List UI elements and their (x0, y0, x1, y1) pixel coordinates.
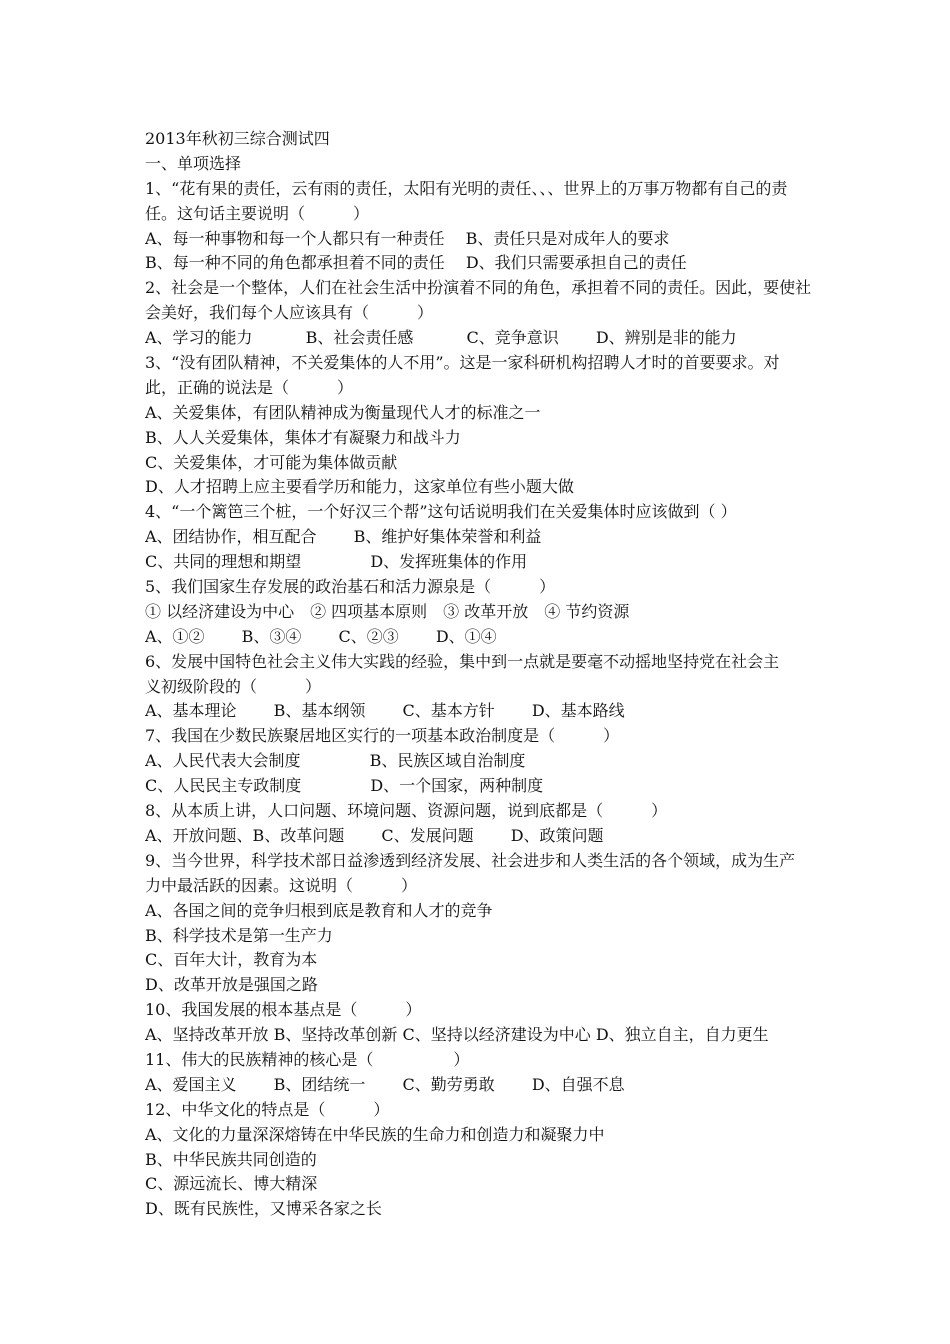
question-3-line-2: 此，正确的说法是（ ） (145, 377, 354, 397)
question-12-option-b: B、中华民族共同创造的 (145, 1149, 317, 1169)
question-4-line-1: 4、“一个篱笆三个桩，一个好汉三个帮”这句话说明我们在关爱集体时应该做到（ ） (145, 502, 737, 522)
question-12-option-c: C、源远流长、博大精深 (145, 1174, 318, 1194)
question-2-options: A、学习的能力 B、社会责任感 C、竞争意识 D、辨别是非的能力 (145, 328, 737, 348)
section-heading: 一、单项选择 (145, 153, 242, 173)
question-5-options: A、①② B、③④ C、②③ D、①④ (145, 626, 497, 646)
question-3-line-1: 3、“没有团队精神，不关爱集体的人不用”。这是一家科研机构招聘人才时的首要要求。对 (145, 353, 780, 373)
question-1-line-2: 任。这句话主要说明（ ） (145, 203, 370, 223)
question-11-line-1: 11、伟大的民族精神的核心是（ ） (145, 1049, 470, 1069)
question-9-option-a: A、各国之间的竞争归根到底是教育和人才的竞争 (145, 900, 493, 920)
question-12-option-d: D、既有民族性，又博采各家之长 (145, 1199, 382, 1219)
question-9-line-1: 9、当今世界，科学技术部日益渗透到经济发展、社会进步和人类生活的各个领域，成为生产 (145, 850, 796, 870)
question-3-option-a: A、关爱集体，有团队精神成为衡量现代人才的标准之一 (145, 402, 541, 422)
question-2-line-1: 2、社会是一个整体，人们在社会生活中扮演着不同的角色，承担着不同的责任。因此，要使社 (145, 278, 812, 298)
question-9-option-d: D、改革开放是强国之路 (145, 975, 318, 995)
question-3-option-d: D、人才招聘上应主要看学历和能力，这家单位有些小题大做 (145, 477, 574, 497)
question-4-options-1: A、团结协作，相互配合 B、维护好集体荣誉和利益 (145, 527, 542, 547)
question-6-options: A、基本理论 B、基本纲领 C、基本方针 D、基本路线 (145, 701, 625, 721)
document-page (145, 127, 813, 1222)
question-11-options: A、爱国主义 B、团结统一 C、勤劳勇敢 D、自强不息 (145, 1074, 625, 1094)
question-8-options: A、开放问题、B、改革问题 C、发展问题 D、政策问题 (145, 825, 604, 845)
question-2-line-2: 会美好，我们每个人应该具有（ ） (145, 303, 434, 323)
question-9-option-b: B、科学技术是第一生产力 (145, 925, 333, 945)
question-3-option-c: C、关爱集体，才可能为集体做贡献 (145, 452, 398, 472)
question-5-items: ① 以经济建设为中心 ② 四项基本原则 ③ 改革开放 ④ 节约资源 (145, 601, 630, 621)
question-3-option-b: B、人人关爱集体，集体才有凝聚力和战斗力 (145, 427, 461, 447)
question-10-line-1: 10、我国发展的根本基点是（ ） (145, 1000, 422, 1020)
question-12-line-1: 12、中华文化的特点是（ ） (145, 1099, 390, 1119)
question-4-options-2: C、共同的理想和期望 D、发挥班集体的作用 (145, 552, 528, 572)
question-8-line-1: 8、从本质上讲，人口问题、环境问题、资源问题，说到底都是（ ） (145, 801, 668, 821)
question-7-line-1: 7、我国在少数民族聚居地区实行的一项基本政治制度是（ ） (145, 726, 620, 746)
question-5-line-1: 5、我们国家生存发展的政治基石和活力源泉是（ ） (145, 577, 556, 597)
question-10-options: A、坚持改革开放 B、坚持改革创新 C、坚持以经济建设为中心 D、独立自主，自力更生 (145, 1025, 769, 1045)
question-6-line-2: 义初级阶段的（ ） (145, 676, 322, 696)
question-6-line-1: 6、发展中国特色社会主义伟大实践的经验，集中到一点就是要毫不动摇地坚持党在社会主 (145, 651, 780, 671)
question-1-line-1: 1、“花有果的责任，云有雨的责任，太阳有光明的责任、、、世界上的万事万物都有自己的责 (145, 178, 788, 198)
question-1-options-2: B、每一种不同的角色都承担着不同的责任 D、我们只需要承担自己的责任 (145, 253, 687, 273)
question-7-options-2: C、人民民主专政制度 D、一个国家，两种制度 (145, 776, 544, 796)
question-9-line-2: 力中最活跃的因素。这说明（ ） (145, 875, 418, 895)
question-7-options-1: A、人民代表大会制度 B、民族区域自治制度 (145, 751, 526, 771)
question-1-options-1: A、每一种事物和每一个人都只有一种责任 B、责任只是对成年人的要求 (145, 228, 670, 248)
question-12-option-a: A、文化的力量深深熔铸在中华民族的生命力和创造力和凝聚力中 (145, 1124, 605, 1144)
doc-title: 2013年秋初三综合测试四 (145, 129, 330, 148)
question-9-option-c: C、百年大计，教育为本 (145, 950, 318, 970)
